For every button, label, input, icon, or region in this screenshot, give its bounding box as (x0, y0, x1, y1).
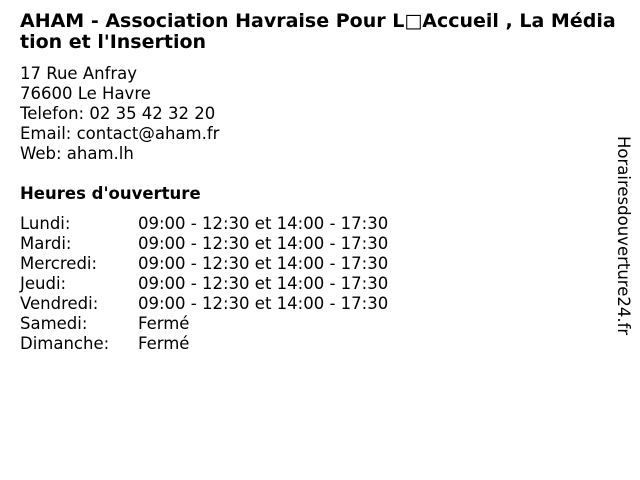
day-hours: Fermé (138, 314, 190, 333)
email-address: Email: contact@aham.fr (20, 124, 220, 143)
opening-hours-heading: Heures d'ouverture (20, 184, 201, 203)
day-hours: 09:00 - 12:30 et 14:00 - 17:30 (138, 294, 389, 313)
day-hours: 09:00 - 12:30 et 14:00 - 17:30 (138, 274, 389, 293)
hours-row-thursday (20, 274, 388, 294)
day-label: Mercredi: (20, 254, 98, 273)
opening-hours-table (20, 214, 388, 354)
site-watermark: Horairesdouverture24.fr (614, 136, 633, 336)
website: Web: aham.lh (20, 144, 134, 163)
contact-block (20, 64, 219, 164)
hours-row-tuesday (20, 234, 388, 254)
phone-number: Telefon: 02 35 42 32 20 (20, 104, 216, 123)
hours-row-wednesday (20, 254, 388, 274)
address-street: 17 Rue Anfray (20, 64, 138, 83)
address-city: 76600 Le Havre (20, 84, 151, 103)
hours-row-saturday (20, 314, 388, 334)
day-hours: Fermé (138, 334, 190, 353)
day-label: Mardi: (20, 234, 72, 253)
day-hours: 09:00 - 12:30 et 14:00 - 17:30 (138, 254, 389, 273)
day-hours: 09:00 - 12:30 et 14:00 - 17:30 (138, 214, 389, 233)
hours-row-friday (20, 294, 388, 314)
day-label: Dimanche: (20, 334, 110, 353)
business-name: AHAM - Association Havraise Pour L□Accueil , La Médiation et l'Insertion (20, 10, 616, 53)
day-label: Vendredi: (20, 294, 99, 313)
hours-row-sunday (20, 334, 388, 354)
hours-row-monday (20, 214, 388, 234)
day-hours: 09:00 - 12:30 et 14:00 - 17:30 (138, 234, 389, 253)
day-label: Jeudi: (20, 274, 67, 293)
day-label: Lundi: (20, 214, 71, 233)
day-label: Samedi: (20, 314, 88, 333)
